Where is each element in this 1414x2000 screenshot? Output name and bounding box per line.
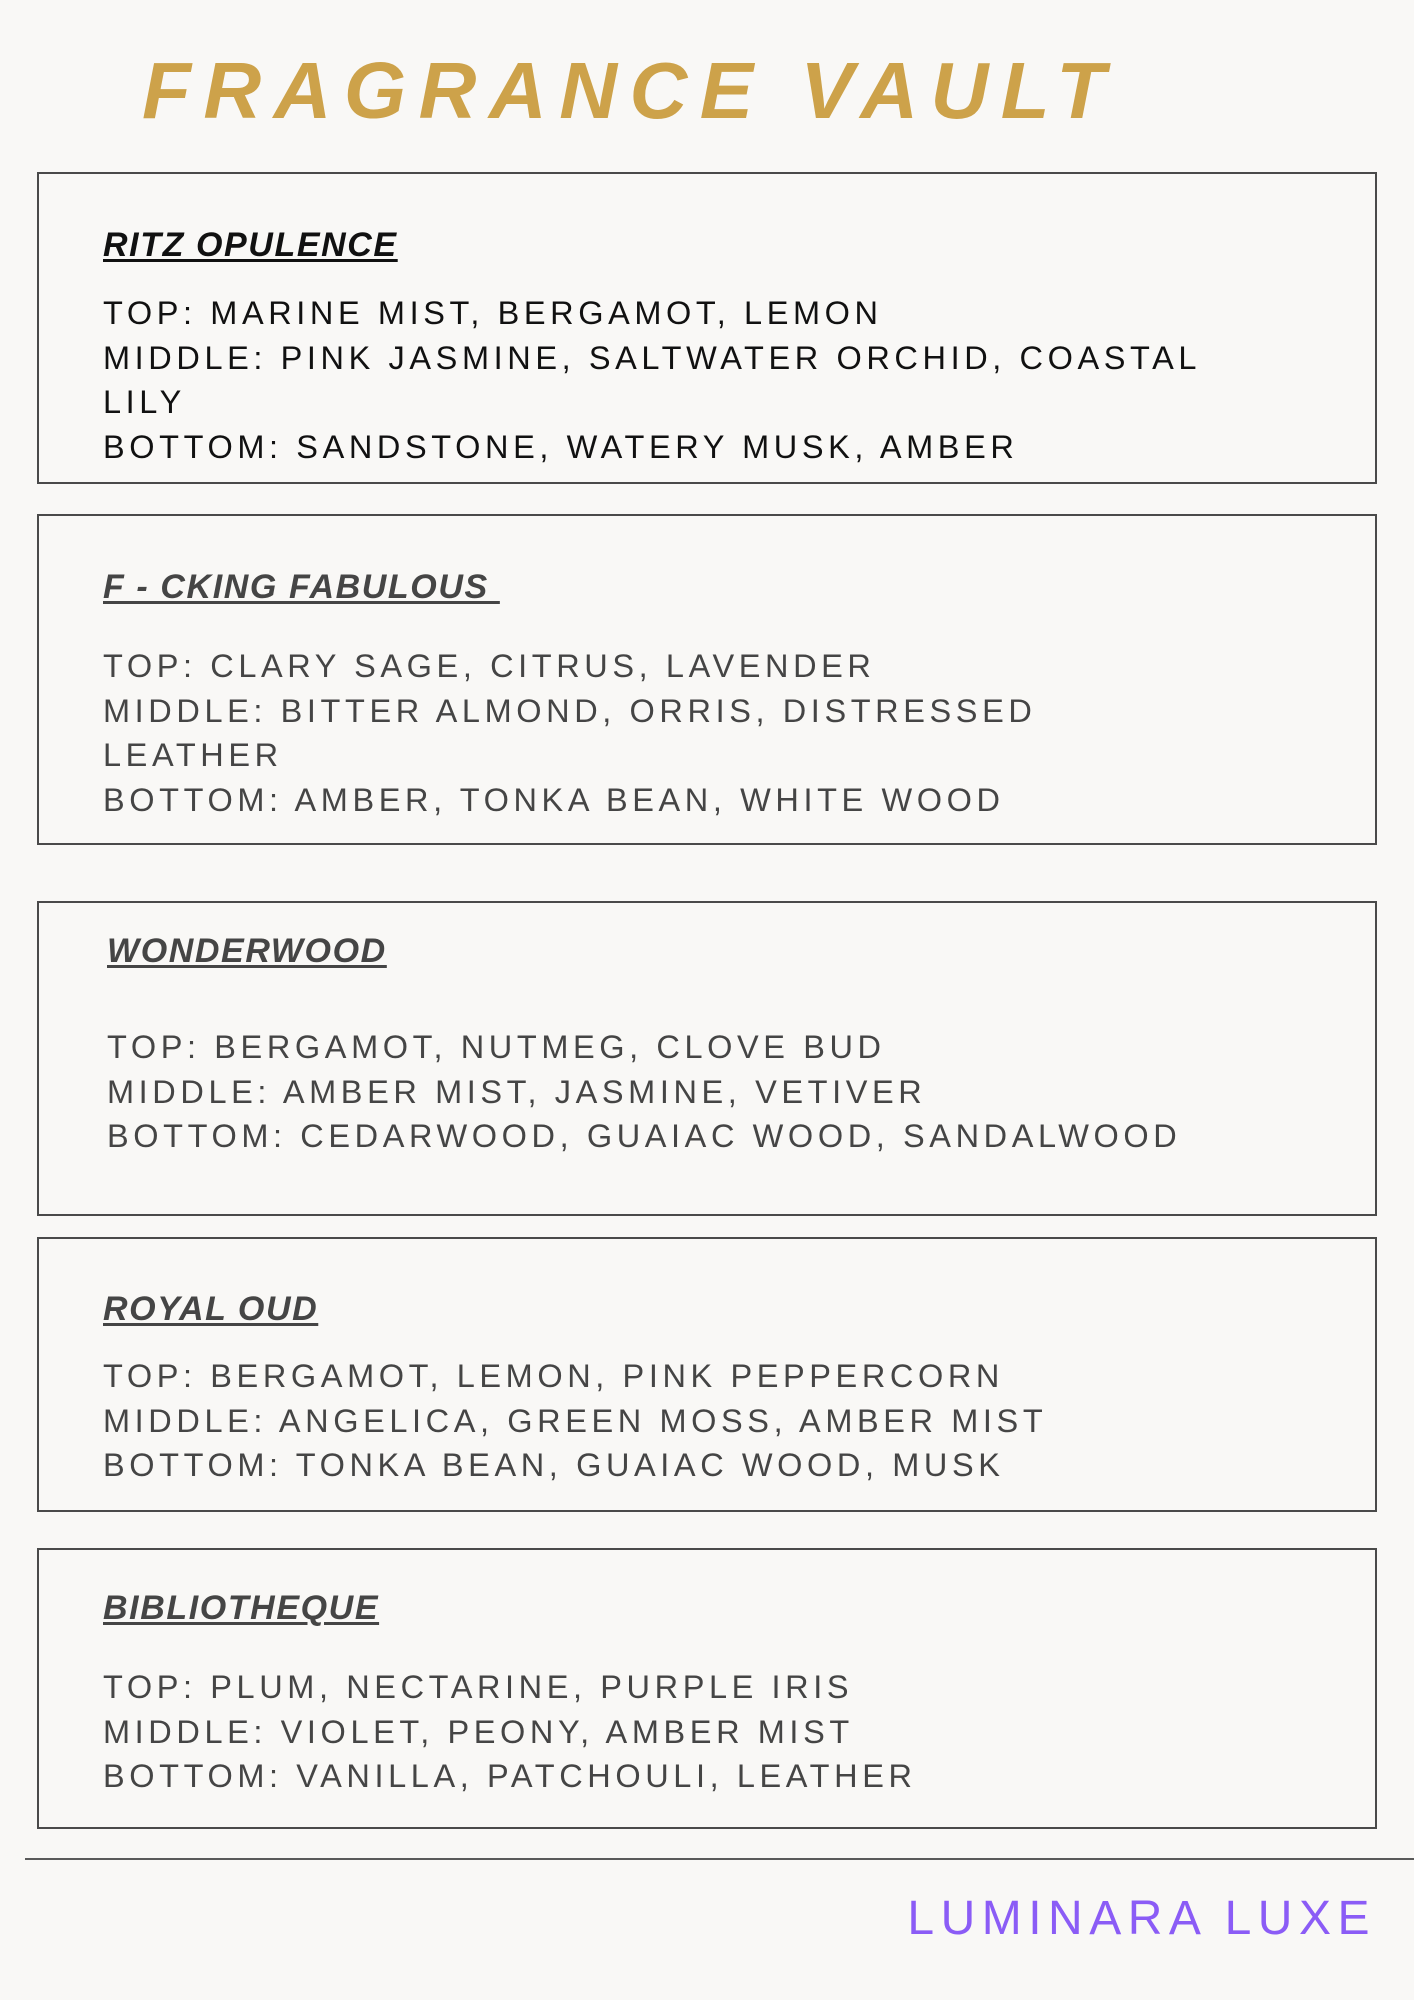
fragrance-name: BIBLIOTHEQUE — [103, 1589, 380, 1627]
note-middle: MIDDLE: AMBER MIST, JASMINE, VETIVER — [107, 1073, 927, 1110]
note-bottom: BOTTOM: SANDSTONE, WATERY MUSK, AMBER — [103, 428, 1019, 465]
fragrance-card-wonderwood — [37, 901, 1377, 1216]
fragrance-card-bibliotheque — [37, 1548, 1377, 1829]
fragrance-notes — [103, 1354, 1047, 1488]
fragrance-name: WONDERWOOD — [107, 932, 387, 970]
note-top: TOP: PLUM, NECTARINE, PURPLE IRIS — [103, 1669, 854, 1705]
note-middle-cont: LILY — [103, 384, 186, 421]
note-top: TOP: BERGAMOT, NUTMEG, CLOVE BUD — [107, 1029, 886, 1065]
fragrance-card-royal-oud — [37, 1237, 1377, 1512]
note-top: TOP: MARINE MIST, BERGAMOT, LEMON — [103, 295, 883, 331]
page-title: FRAGRANCE VAULT — [142, 46, 1118, 135]
fragrance-name: RITZ OPULENCE — [103, 226, 398, 264]
note-bottom: BOTTOM: VANILLA, PATCHOULI, LEATHER — [103, 1758, 917, 1795]
fragrance-card-ritz-opulence — [37, 172, 1377, 484]
note-middle: MIDDLE: ANGELICA, GREEN MOSS, AMBER MIST — [103, 1402, 1048, 1439]
note-middle-cont: LEATHER — [103, 737, 283, 774]
fragrance-name: ROYAL OUD — [103, 1290, 319, 1328]
fragrance-notes — [103, 291, 1201, 469]
fragrance-notes — [107, 1025, 1181, 1159]
note-top: TOP: BERGAMOT, LEMON, PINK PEPPERCORN — [103, 1358, 1004, 1394]
note-middle: MIDDLE: BITTER ALMOND, ORRIS, DISTRESSED — [103, 692, 1037, 729]
note-bottom: BOTTOM: TONKA BEAN, GUAIAC WOOD, MUSK — [103, 1447, 1005, 1484]
note-top: TOP: CLARY SAGE, CITRUS, LAVENDER — [103, 648, 876, 684]
note-bottom: BOTTOM: CEDARWOOD, GUAIAC WOOD, SANDALWOOD — [107, 1118, 1182, 1155]
brand-name: LUMINARA LUXE — [907, 1892, 1376, 1945]
note-middle: MIDDLE: PINK JASMINE, SALTWATER ORCHID, COASTAL — [103, 339, 1202, 376]
fragrance-name: F - CKING FABULOUS — [103, 568, 500, 606]
note-middle: MIDDLE: VIOLET, PEONY, AMBER MIST — [103, 1713, 854, 1750]
fragrance-card-f-cking-fabulous — [37, 514, 1377, 845]
note-bottom: BOTTOM: AMBER, TONKA BEAN, WHITE WOOD — [103, 781, 1005, 818]
fragrance-notes — [103, 1665, 917, 1799]
footer-divider — [25, 1858, 1414, 1860]
fragrance-notes — [103, 644, 1036, 822]
